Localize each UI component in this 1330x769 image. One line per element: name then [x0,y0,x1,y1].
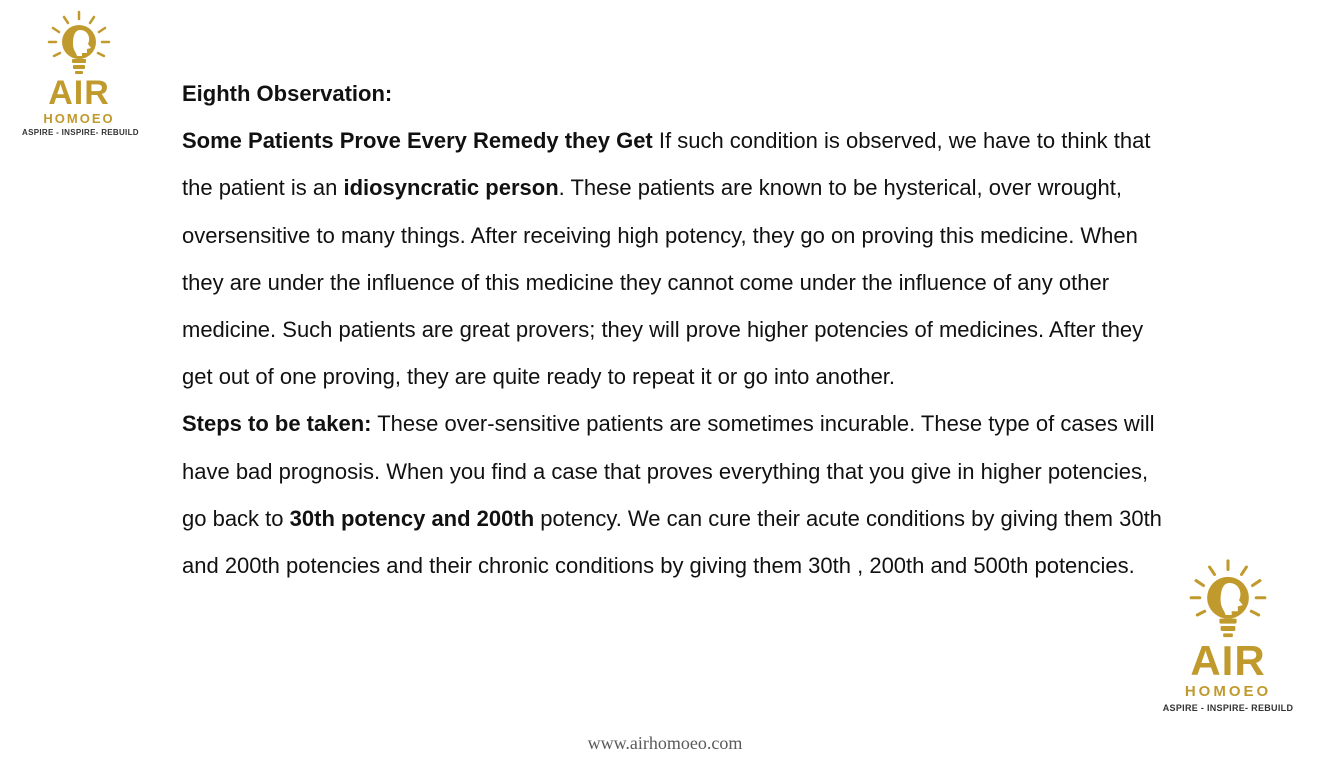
paragraph-title: Some Patients Prove Every Remedy they Get [182,128,653,154]
logo-homoeo-text: HOMOEO [1184,683,1272,700]
logo-air-text: AIR [1190,637,1266,684]
bulb-icon [44,8,114,78]
logo-bottom-right [1158,556,1298,713]
observation-heading: Eighth Observation: [182,81,393,106]
steps-title: Steps to be taken: [182,411,372,437]
bulb-icon [1185,556,1271,642]
steps-paragraph: Steps to be taken: These over-sensitive patients are sometimes incurable. These type of cases will have bad prognosis. When you find a case that proves everything that you give in higher potencies, go back to 30th potency and 200th potency. We can cure their acute conditions by giving them 30th and 200th potencies and their chronic conditions by giving them 30th , 200th and 500th potencies. [182,411,1162,579]
main-content [182,70,1162,589]
footer-url: www.airhomoeo.com [587,733,743,753]
potency-term: 30th potency and 200th [289,505,535,531]
logo-tagline: ASPIRE - INSPIRE- REBUILD [22,128,139,137]
logo-air-text: AIR [48,74,110,112]
logo-top-left [22,8,139,137]
logo-tagline: ASPIRE - INSPIRE- REBUILD [1162,703,1294,713]
observation-paragraph: Some Patients Prove Every Remedy they Get If such condition is observed, we have to think that the patient is an idiosyncratic person. These patients are known to be hysterical, over wrought, oversensitive to many things. After receiving high potency, they go on proving this medicine. When they are under the influence of this medicine they cannot come under the influence of any other medicine. Such patients are great provers; they will prove higher potencies of medicines. After they get out of one proving, they are quite ready to repeat it or go into another. [182,128,1151,390]
logo-homoeo-text: HOMOEO [43,111,115,126]
key-term: idiosyncratic person [343,175,559,201]
